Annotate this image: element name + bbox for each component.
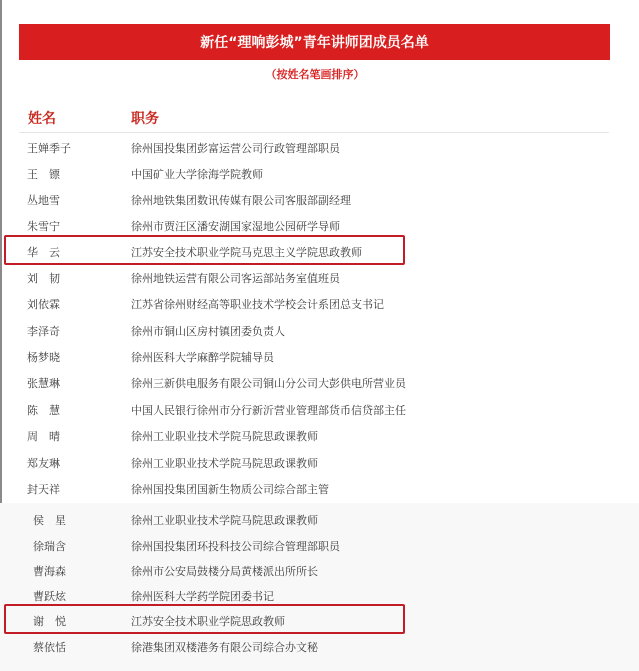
member-name: 郑友琳: [27, 457, 60, 470]
member-role: 徐州国投集团彭富运营公司行政管理部职员: [131, 142, 340, 155]
list-item: [0, 506, 639, 532]
page-title: 新任“理响彭城”青年讲师团成员名单: [200, 35, 429, 51]
list-item: [0, 134, 639, 160]
member-role: 徐州市贾汪区潘安湖国家湿地公园研学导师: [131, 220, 340, 233]
list-item: [0, 290, 639, 316]
table-header: [28, 108, 588, 126]
member-name: 华 云: [27, 246, 60, 259]
member-name: 刘依霖: [27, 298, 60, 311]
member-name: 侯 星: [33, 514, 66, 527]
member-role: 徐州工业职业技术学院马院思政课教师: [131, 457, 318, 470]
list-item: [0, 532, 639, 558]
list-item: [0, 475, 639, 501]
highlight-box: [4, 604, 405, 634]
list-item: [0, 449, 639, 475]
member-role: 徐州工业职业技术学院马院思政课教师: [131, 514, 318, 527]
member-role: 中国人民银行徐州市分行新沂营业管理部货币信贷部主任: [131, 404, 406, 417]
member-role: 徐州医科大学麻醉学院辅导员: [131, 351, 274, 364]
member-role: 徐州国投集团国新生物质公司综合部主管: [131, 483, 329, 496]
member-role: 徐州市铜山区房村镇团委负责人: [131, 325, 285, 338]
list-item: [0, 396, 639, 422]
member-name: 王婵季子: [27, 142, 71, 155]
page-subtitle: （按姓名笔画排序）: [265, 68, 365, 81]
member-role: 中国矿业大学徐海学院教师: [131, 168, 263, 181]
member-role: 徐州地铁运营有限公司客运部站务室值班员: [131, 272, 340, 285]
member-role: 江苏省徐州财经高等职业技术学校会计系团总支书记: [131, 298, 384, 311]
list-item: [0, 422, 639, 448]
column-header-name: 姓名: [28, 111, 56, 127]
member-name: 杨梦晓: [27, 351, 60, 364]
member-name: 封天祥: [27, 483, 60, 496]
member-role: 江苏安全技术职业学院马克思主义学院思政教师: [131, 246, 362, 259]
list-item: [0, 343, 639, 369]
list-item: [0, 557, 639, 583]
title-banner: [19, 24, 610, 60]
member-name: 李泽奇: [27, 325, 60, 338]
member-name: 曹跃炫: [33, 590, 66, 603]
member-name: 曹海森: [33, 565, 66, 578]
member-name: 刘 韧: [27, 272, 60, 285]
column-header-role: 职务: [131, 111, 159, 127]
member-name: 丛地雪: [27, 194, 60, 207]
list-item: [0, 264, 639, 290]
member-role: 徐州工业职业技术学院马院思政课教师: [131, 430, 318, 443]
member-role: 徐港集团双楼港务有限公司综合办文秘: [131, 641, 318, 654]
member-name: 张慧琳: [27, 377, 60, 390]
list-item: [0, 160, 639, 186]
member-role: 徐州国投集团环投科技公司综合管理部职员: [131, 540, 340, 553]
list-item: [0, 369, 639, 395]
member-name: 朱雪宁: [27, 220, 60, 233]
member-name: 蔡依恬: [33, 641, 66, 654]
member-role: 江苏安全技术职业学院思政教师: [131, 615, 285, 628]
member-role: 徐州市公安局鼓楼分局黄楼派出所所长: [131, 565, 318, 578]
member-role: 徐州医科大学药学院团委书记: [131, 590, 274, 603]
list-item: [0, 317, 639, 343]
list-item: [0, 186, 639, 212]
member-role: 徐州三新供电服务有限公司铜山分公司大彭供电所营业员: [131, 377, 406, 390]
member-name: 徐瑞含: [33, 540, 66, 553]
highlight-box: [4, 235, 405, 265]
member-name: 谢 悦: [33, 615, 66, 628]
header-divider: [19, 132, 609, 133]
member-role: 徐州地铁集团数讯传媒有限公司客服部副经理: [131, 194, 351, 207]
member-name: 王 镖: [27, 168, 60, 181]
list-item: [0, 633, 639, 659]
member-name: 陈 慧: [27, 404, 60, 417]
member-name: 周 晴: [27, 430, 60, 443]
